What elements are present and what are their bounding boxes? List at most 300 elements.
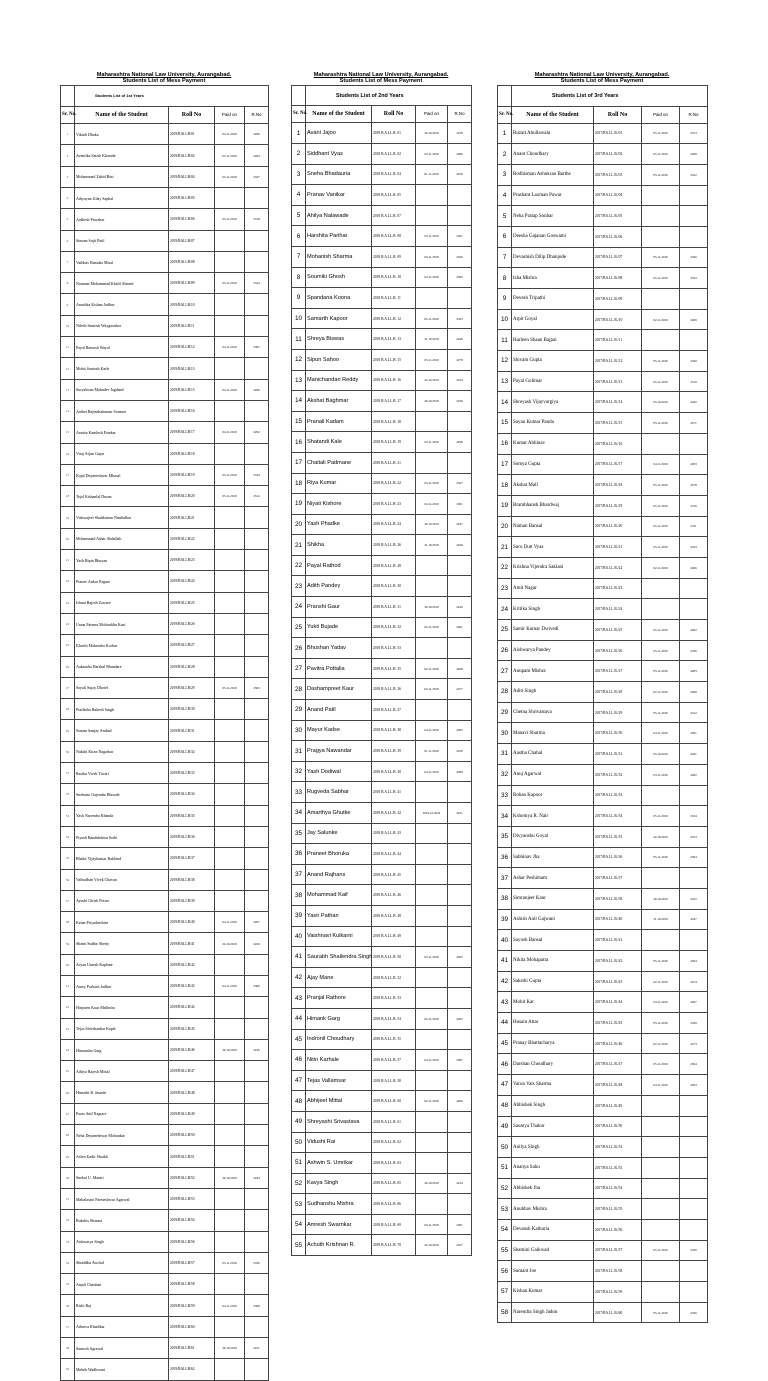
name-cell: Akshat Mall [512,475,594,496]
name-cell: Yash Phadke [306,514,372,535]
paid-on-cell [416,555,448,576]
paid-on-cell [416,700,448,721]
name-cell: Ardhesh Pawahar [75,209,169,230]
receipt-no-cell [680,930,708,951]
roll-no-cell: 2019/BALLB/25 [169,592,215,613]
first-year-title: Students List of 1st Years [75,85,269,106]
paid-on-cell [215,1146,245,1167]
paid-on-cell: 29.10.2019 [215,1338,245,1359]
paid-on-cell [642,185,680,206]
receipt-no-cell: 2231 [245,1338,269,1359]
table-row [61,975,269,996]
roll-no-cell: 2017/BA.LL.B./09 [594,289,642,310]
paid-on-cell: 03.11.2019 [416,144,448,165]
name-cell: Vaibudhan Vivek Chavan [75,869,169,890]
sr-no-cell: 54 [498,1219,512,1240]
receipt-no-cell [245,613,269,634]
name-cell: Avantika Satish Kharade [75,145,169,166]
paid-on-cell [416,1194,448,1215]
name-cell: Tejal Kishanlal Dusen [75,486,169,507]
sr-no-cell: 27 [498,661,512,682]
table-row [292,308,472,329]
receipt-no-cell: 2273 [680,1033,708,1054]
third-year-list [497,72,707,1323]
table-row [292,864,472,885]
name-cell: Khushi Mahendra Kochar [75,635,169,656]
table-row [61,699,269,720]
table-row [498,1116,708,1137]
roll-no-cell: 2019/BALLB/54 [169,1210,215,1231]
paid-on-cell [215,954,245,975]
table-row [498,247,708,268]
paid-on-cell: 02.11.2019 [642,557,680,578]
name-cell: Usma Fatema Mohiuddin Kazi [75,613,169,634]
roll-no-cell: 2018 B.A.LL.B. 31 [372,597,416,618]
sr-no-cell: 56 [61,1295,75,1316]
receipt-no-cell [448,1153,472,1174]
sr-no-cell: 11 [61,337,75,358]
receipt-no-cell: 2321 [448,226,472,247]
paid-on-cell: 04.11.2019 [642,723,680,744]
roll-no-cell: 2018 B.A.LL.B. 01 [372,123,416,144]
paid-on-cell: 05.11.2019 [215,209,245,230]
name-cell: Saumya Thakur [512,1116,594,1137]
receipt-no-cell: 2285 [448,720,472,741]
receipt-no-cell: 2262 [680,620,708,641]
receipt-no-cell: 2242 [680,392,708,413]
name-cell: Kshomya R. Nair [512,806,594,827]
name-cell: Paras Anil Nagrare [75,1103,169,1124]
roll-no-cell: 2019/BALLB/19 [169,464,215,485]
receipt-no-cell [448,700,472,721]
sr-no-cell: 5 [61,209,75,230]
roll-no-cell: 2018 B.A.LL.B. 55 [372,1029,416,1050]
roll-no-cell: 2019/BALLB/50 [169,1125,215,1146]
name-cell: Deesha Gajanan Goswami [512,226,594,247]
sr-no-cell: 9 [61,294,75,315]
receipt-no-cell: 2282 [680,764,708,785]
receipt-no-cell [448,988,472,1009]
table-row [61,1231,269,1252]
table-row [61,358,269,379]
paid-on-cell: 05.11.2019 [642,123,680,144]
table-row [292,679,472,700]
paid-on-cell [215,1210,245,1231]
table-row [292,226,472,247]
sr-no-cell: 3 [292,164,306,185]
roll-no-cell: 2017/BA.LL.B./04 [594,185,642,206]
first-year-header [60,72,268,85]
table-row [61,124,269,145]
paid-on-cell [642,1178,680,1199]
sr-no-cell: 45 [292,1029,306,1050]
paid-on-cell: 05.11.2019 [642,164,680,185]
name-cell: Narendra Singh Jadon [512,1302,594,1323]
roll-no-cell: 2019/BALLB/31 [169,720,215,741]
table-row [498,454,708,475]
paid-on-cell [416,1153,448,1174]
name-cell: Pragya Nawandar [306,741,372,762]
table-row [292,391,472,412]
receipt-no-cell [245,699,269,720]
paid-on-cell [416,988,448,1009]
sr-no-cell: 39 [292,905,306,926]
receipt-no-cell: 2329 [680,1013,708,1034]
paid-on-cell: 02.11.2019 [642,971,680,992]
sr-no-cell: 27 [61,677,75,698]
roll-no-cell: 2018 B.A.LL.B. 21 [372,452,416,473]
table-row [292,185,472,206]
sr-no-cell: 52 [498,1178,512,1199]
roll-no-cell: 2017/BA.LL.B./16 [594,433,642,454]
table-row [292,926,472,947]
sr-no-cell: 23 [61,592,75,613]
table-row [292,782,472,803]
sr-no-cell: 49 [292,1111,306,1132]
roll-no-cell: 2017/BA.LL.B./21 [594,537,642,558]
table-row [498,495,708,516]
name-cell: Neha Dnyaneshwar Mohankar [75,1125,169,1146]
roll-no-cell: 2018 B.A.LL.B. 10 [372,267,416,288]
receipt-no-cell: 2326 [448,246,472,267]
name-cell: Samir Kumar Dwivedi [512,620,594,641]
roll-no-cell: 2018 B.A.LL.B. 23 [372,494,416,515]
sr-no-cell: 33 [61,805,75,826]
name-cell: Anilya Singh [512,1137,594,1158]
roll-no-cell: 2017/BA.LL.B./40 [594,909,642,930]
roll-no-cell: 2017/BA.LL.B./37 [594,868,642,889]
receipt-no-cell: 2259 [448,164,472,185]
table-row [292,1111,472,1132]
name-cell: Sayush Bansal [512,930,594,951]
name-cell: Mohanish Sharma [306,246,372,267]
sr-no-cell: 43 [61,1018,75,1039]
name-cell: Indronil Choudhary [306,1029,372,1050]
roll-no-cell: 2019/BALLB/57 [169,1252,215,1273]
sr-no-header: Sr. No. [61,107,75,124]
receipt-no-cell: 2322 [680,164,708,185]
table-row [61,1210,269,1231]
receipt-no-cell [680,1137,708,1158]
receipt-no-cell: 2279 [448,349,472,370]
receipt-no-cell: 2324 [245,273,269,294]
name-cell: Rukshis Sharma [75,1210,169,1231]
receipt-no-cell: 2236 [448,391,472,412]
table-row [292,803,472,824]
paid-on-cell [215,1188,245,1209]
sr-no-cell: 34 [498,806,512,827]
sr-no-cell: 30 [498,723,512,744]
name-cell: Mohit Santosh Karle [75,358,169,379]
sr-no-cell: 4 [61,188,75,209]
name-cell: Shreyash Vijayvargiya [512,392,594,413]
table-row [61,337,269,358]
name-cell: Mohammad Zahid Butt [75,166,169,187]
roll-no-cell: 2018 B.A.LL.B. 04 [372,164,416,185]
roll-no-cell: 2019/BALLB/33 [169,763,215,784]
name-cell: Amit Nagar [512,578,594,599]
table-row [498,1013,708,1034]
paid-on-cell [215,656,245,677]
paid-on-cell [642,599,680,620]
receipt-no-cell [245,1103,269,1124]
roll-no-cell: 2018 B.A.LL.B. 63 [372,1153,416,1174]
sr-no-cell: 39 [61,933,75,954]
sr-no-cell: 26 [61,656,75,677]
table-row [61,933,269,954]
table-row [61,592,269,613]
receipt-no-cell: 2323 [680,268,708,289]
receipt-no-cell: 2267 [680,992,708,1013]
paid-on-cell [215,635,245,656]
roll-no-cell: 2019/BALLB/22 [169,528,215,549]
sr-no-cell: 7 [61,251,75,272]
sr-no-cell: 15 [292,411,306,432]
paid-on-cell: 05.11.2019 [642,806,680,827]
table-row [292,823,472,844]
sr-no-cell: 14 [61,400,75,421]
second-year-list [291,72,471,1256]
receipt-no-cell [245,251,269,272]
name-cell: Aakansha Harshal Bhandare [75,656,169,677]
table-row [292,164,472,185]
name-cell: Manavi Sharma [512,723,594,744]
paid-on-cell [416,452,448,473]
sr-no-cell: 26 [498,640,512,661]
table-row [498,1302,708,1323]
receipt-no-cell: 2292 [245,422,269,443]
sr-no-cell: 50 [498,1137,512,1158]
third-year-rows [498,123,708,1323]
name-cell: Yasir Pathan [306,905,372,926]
receipt-no-cell [680,330,708,351]
roll-no-cell: 2017/BA.LL.B./42 [594,951,642,972]
table-row [498,868,708,889]
paid-on-cell: 04.11.2019 [416,494,448,515]
paid-on-cell: 03.10.2019 [642,392,680,413]
name-cell: Achuth Krishnan R. [306,1235,372,1256]
roll-no-cell: 2019/BALLB/16 [169,400,215,421]
paid-on-cell: 05.11.2019 [642,351,680,372]
name-cell: Kishan Kumar [512,1282,594,1303]
roll-no-cell: 2019/BALLB/11 [169,315,215,336]
sr-no-cell: 27 [292,658,306,679]
roll-no-cell: 2019/BALLB/39 [169,890,215,911]
sr-no-cell: 36 [292,844,306,865]
receipt-no-cell: 2281 [448,1214,472,1235]
roll-no-cell: 2018 B.A.LL.B. 28 [372,555,416,576]
sr-no-cell: 20 [292,514,306,535]
table-row [498,661,708,682]
name-cell: Mohammad Kaif [306,885,372,906]
table-row [498,620,708,641]
name-cell: Praneet Bhoruka [306,844,372,865]
sr-no-cell: 11 [292,329,306,350]
receipt-no-cell [680,599,708,620]
name-cell: Ajay Mane [306,967,372,988]
sr-no-cell: 46 [292,1050,306,1071]
receipt-no-cell: 2330 [245,1252,269,1273]
name-cell: Atharva Khadikar [75,1316,169,1337]
paid-on-cell: 05.11.2019 [642,268,680,289]
roll-no-cell: 2019/BALLB/42 [169,954,215,975]
name-cell: Spandana Koona [306,288,372,309]
sr-no-cell: 24 [292,597,306,618]
roll-no-cell: 2019/BALLB/43 [169,975,215,996]
name-cell: Pratiksha Rakesh Singh [75,699,169,720]
receipt-no-cell [448,1132,472,1153]
name-cell: Aditya Rajesh Mittal [75,1061,169,1082]
sr-no-cell: 10 [61,315,75,336]
roll-no-cell: 2018 B.A.LL.B. 40 [372,761,416,782]
receipt-no-cell: 2330 [680,1240,708,1261]
name-cell: Amarthya Ghutke [306,803,372,824]
receipt-no-cell: 2266 [680,557,708,578]
roll-no-cell: 2018 B.A.LL.B. 33 [372,638,416,659]
receipt-no-cell: 2291 [680,723,708,744]
name-cell: Naman Bansal [512,516,594,537]
roll-no-cell: 2017/BA.LL.B./27 [594,661,642,682]
table-row [292,123,472,144]
roll-no-cell: 2019/BALLB/60 [169,1316,215,1337]
name-cell: Shamini Gaikwad [512,1240,594,1261]
name-cell: Ashish Anil Gajwani [512,909,594,930]
paid-on-cell: 05.11.2019 [642,475,680,496]
paid-on-cell: 2019.10.2019 [416,803,448,824]
name-cell: Mayur Kadse [306,720,372,741]
paid-on-cell [215,741,245,762]
name-cell: Shivam Gupta [512,351,594,372]
table-row [498,992,708,1013]
paid-on-cell: 30.10.2019 [215,1039,245,1060]
name-cell: Anupam Mishra [512,661,594,682]
sr-no-cell: 10 [292,308,306,329]
sr-no-cell: 2 [292,144,306,165]
receipt-no-cell [448,1029,472,1050]
sr-no-cell: 38 [61,912,75,933]
paid-on-cell: 01.11.2019 [416,164,448,185]
sr-no-cell: 37 [292,864,306,885]
roll-no-cell: 2018 B.A.LL.B. 52 [372,967,416,988]
receipt-no-cell: 2239 [448,123,472,144]
name-cell: Simranjeet Kaur [512,888,594,909]
table-row [292,967,472,988]
paid-on-cell [416,1070,448,1091]
paid-on-cell: 01.11.2019 [416,741,448,762]
paid-on-cell [215,763,245,784]
receipt-no-cell [245,848,269,869]
paid-on-cell: 29.10.2019 [416,1173,448,1194]
receipt-no-cell [448,1194,472,1215]
name-cell: Nikita Mohapatra [512,951,594,972]
paid-on-cell: 31.10.2019 [642,909,680,930]
roll-no-cell: 2019/BALLB/58 [169,1274,215,1295]
sr-no-cell: 29 [292,700,306,721]
table-row [292,1091,472,1112]
name-cell: Nitin Karhale [306,1050,372,1071]
paid-on-cell: 02.11.2019 [642,1033,680,1054]
sr-no-cell: 25 [498,620,512,641]
name-cell: Somya Gupta [512,454,594,475]
name-cell: Pranshi Gaur [306,597,372,618]
paid-on-cell [642,1261,680,1282]
receipt-no-cell: 2296 [245,379,269,400]
sr-no-cell: 28 [61,699,75,720]
sr-no-cell: 19 [61,507,75,528]
table-row [292,1153,472,1174]
receipt-no-cell: 2325 [448,308,472,329]
roll-no-cell: 2019/BALLB/47 [169,1061,215,1082]
table-row [498,599,708,620]
first-year-rows [61,124,269,1381]
table-row [61,443,269,464]
name-cell: Brambhansh Bhardwaj [512,495,594,516]
name-cell: Ashra Kadir Shaikh [75,1146,169,1167]
table-row [292,720,472,741]
sr-no-cell: 19 [292,494,306,515]
sr-no-cell: 40 [61,954,75,975]
sr-no-cell: 1 [292,123,306,144]
name-cell: Suryakiran Mahadev Jagdand [75,379,169,400]
name-cell: Darshan Choudhary [512,1054,594,1075]
paid-on-cell: 05.11.2019 [416,308,448,329]
receipt-no-cell [245,869,269,890]
roll-no-cell: 2019/BALLB/09 [169,273,215,294]
paid-on-cell: 31.10.2019 [416,535,448,556]
name-cell: Piyush Bandukdeen Sethi [75,826,169,847]
sr-no-cell: 52 [61,1210,75,1231]
name-cell: Soru Dutt Vyas [512,537,594,558]
table-row [61,251,269,272]
table-row [61,294,269,315]
roll-no-cell: 2017/BA.LL.B./49 [594,1095,642,1116]
table-row [498,1282,708,1303]
paid-on-cell: 05.11.2019 [215,1252,245,1273]
receipt-no-cell: 2274 [680,971,708,992]
list-title: Students List of Mess Payment [122,78,206,85]
sr-no-cell: 23 [292,576,306,597]
roll-no-cell: 2019/BALLB/29 [169,677,215,698]
name-cell: Vikash Dhaka [75,124,169,145]
paid-on-cell [416,782,448,803]
receipt-no-cell [245,1359,269,1380]
paid-on-cell: 04.11.2019 [215,1295,245,1316]
table-row [498,1240,708,1261]
receipt-no-cell: 2313 [680,123,708,144]
roll-no-cell: 2018 B.A.LL.B. 11 [372,288,416,309]
paid-on-cell [215,1231,245,1252]
table-row [498,330,708,351]
name-cell: Divyanshu Goyal [512,826,594,847]
sr-no-cell: 6 [498,226,512,247]
sr-no-cell: 24 [61,613,75,634]
table-row [292,370,472,391]
sr-no-cell: 17 [498,454,512,475]
sr-no-cell: 43 [292,988,306,1009]
table-row [292,885,472,906]
receipt-header: R.No [448,106,472,123]
sr-no-cell: 42 [61,997,75,1018]
receipt-no-cell [245,890,269,911]
table-row [61,1125,269,1146]
paid-on-cell [215,507,245,528]
paid-on-cell: 04.11.2019 [215,422,245,443]
sr-no-cell: 21 [498,537,512,558]
name-cell: Anubhav Mishra [512,1199,594,1220]
roll-no-cell: 2019/BALLB/38 [169,869,215,890]
name-header: Name of the Student [75,107,169,124]
roll-no-cell: 2018 B.A.LL.B. 61 [372,1111,416,1132]
